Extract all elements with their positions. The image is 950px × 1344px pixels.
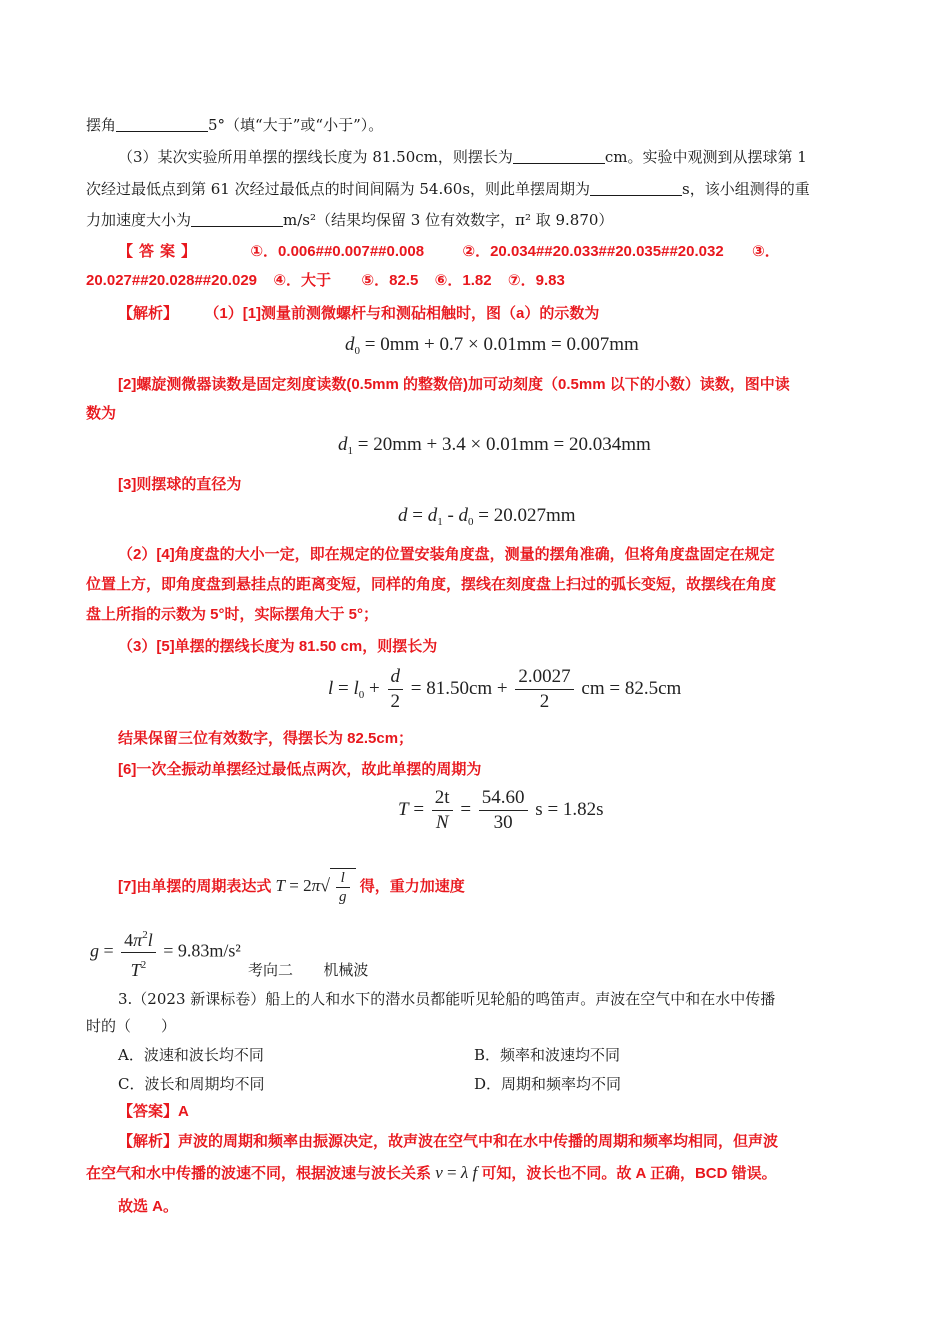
text: （2）[4]角度盘的大小一定，即在规定的位置安装角度盘，测量的摆角准确，但将角度盘固定在规定 bbox=[118, 546, 775, 563]
answer-part-8: ⑦．9.83 bbox=[507, 272, 565, 289]
q3-analysis-1 bbox=[118, 1130, 908, 1154]
answer-part-3: ③． bbox=[752, 243, 780, 260]
q3-stem-2 bbox=[86, 1014, 876, 1038]
analysis-line-4c bbox=[86, 603, 876, 627]
eq-text: = 81.50cm + bbox=[410, 677, 508, 699]
analysis-line-4b bbox=[86, 573, 876, 597]
text: 在空气和水中传播的波速不同，根据波速与波长关系 bbox=[86, 1165, 432, 1182]
equation-l: $l = l_0$ + $\frac{d}{2}$ = 81.50cm + $\frac{2.0027}{2}$ cm = 82.5cm bbox=[328, 666, 682, 712]
text: [7]由单摆的周期表达式 bbox=[118, 877, 272, 895]
q3-stem-1 bbox=[118, 987, 908, 1011]
option-a-text: A．波速和波长均不同 bbox=[118, 1046, 264, 1064]
answer-blank bbox=[590, 180, 682, 196]
q3-final bbox=[118, 1195, 908, 1219]
text: 故选 A。 bbox=[118, 1198, 179, 1215]
section-heading bbox=[248, 959, 368, 980]
q-line-1 bbox=[86, 113, 876, 137]
fraction-2t-N: $\frac{2t}{N}$ bbox=[432, 786, 453, 835]
answer-label: 【答案】 bbox=[118, 243, 203, 260]
section-label: 考向二 bbox=[248, 962, 294, 979]
analysis-line-4a bbox=[118, 543, 908, 567]
answer-blank bbox=[191, 211, 283, 227]
eq-text: cm = 82.5cm bbox=[581, 677, 682, 699]
q-line-3 bbox=[86, 177, 876, 201]
equation-g: g = $\frac{4\pi^2l}{T^2}$ = 9.83m/s² bbox=[90, 923, 241, 982]
text: 5°（填“大于”或“小于”）。 bbox=[208, 116, 384, 134]
text: 【解析】声波的周期和频率由振源决定，故声波在空气中和在水中传播的周期和频率均相同，但声波 bbox=[118, 1133, 779, 1150]
analysis-line-3 bbox=[118, 473, 908, 497]
analysis-line-6 bbox=[118, 727, 908, 751]
q-line-2 bbox=[118, 145, 908, 169]
q3-answer bbox=[118, 1100, 908, 1124]
text: （3）某次实验所用单摆的摆线长度为 81.50cm，则摆长为 bbox=[118, 148, 513, 166]
option-b-text: B．频率和波速均不同 bbox=[474, 1046, 621, 1064]
eq-text: s = 1.82s bbox=[535, 798, 604, 820]
text: 位置上方，即角度盘到悬挂点的距离变短，同样的角度，摆线在刻度盘上扫过的弧长变短，故摆线在角度 bbox=[86, 576, 777, 593]
equation-d: $d = d_1 - d_0 = 20.027mm$ bbox=[398, 505, 576, 528]
answer-part-7: ⑥．1.82 bbox=[434, 272, 492, 289]
text: [2]螺旋测微器读数是固定刻度读数(0.5mm 的整数倍)加可动刻度（0.5mm 以下的小数）读数，图中读 bbox=[118, 376, 790, 393]
text: 次经过最低点到第 61 次经过最低点的时间间隔为 54.60s，则此单摆周期为 bbox=[86, 180, 591, 198]
q3-analysis-2 bbox=[86, 1161, 876, 1186]
analysis-line-1 bbox=[118, 302, 908, 326]
answer-blank bbox=[116, 116, 208, 132]
text: 摆角 bbox=[86, 116, 117, 134]
text: s，该小组测得的重 bbox=[682, 180, 810, 198]
text: m/s²（结果均保留 3 位有效数字，π² 取 9.870） bbox=[283, 211, 614, 229]
text: 得，重力加速度 bbox=[359, 877, 465, 895]
equation-d1: $d_1 = 20mm + 3.4 \times 0.01mm = 20.034mm$ bbox=[338, 434, 651, 457]
answer-line-1 bbox=[118, 240, 878, 264]
equation-period-formula: T = 2π√ $\frac{l}{g}$ bbox=[276, 876, 360, 895]
q-line-4 bbox=[86, 208, 876, 232]
equation-T: T = $\frac{2t}{N}$ = $\frac{54.60}{30}$ s = 1.82s bbox=[398, 787, 604, 833]
eq-text: = 9.83m/s² bbox=[163, 940, 241, 961]
analysis-line-2a bbox=[118, 373, 908, 397]
option-a[interactable] bbox=[118, 1043, 264, 1067]
equation-v-lambda-f: v = λ f bbox=[435, 1163, 478, 1182]
analysis-line-7 bbox=[118, 758, 908, 782]
text: 力加速度大小为 bbox=[86, 211, 192, 229]
text: [3]则摆球的直径为 bbox=[118, 476, 242, 493]
option-c-text: C．波长和周期均不同 bbox=[118, 1075, 265, 1093]
answer-part-5: ④．大于 bbox=[273, 272, 332, 289]
sqrt: √ $\frac{l}{g}$ bbox=[320, 868, 355, 906]
text: （3）[5]单摆的摆线长度为 81.50 cm，则摆长为 bbox=[118, 638, 438, 655]
answer-blank bbox=[513, 148, 605, 164]
text: 盘上所指的示数为 5°时，实际摆角大于 5°； bbox=[86, 606, 379, 623]
text: （1）[1]测量前测微螺杆与和测砧相触时，图（a）的示数为 bbox=[204, 305, 600, 322]
text: [6]一次全振动单摆经过最低点两次，故此单摆的周期为 bbox=[118, 761, 482, 778]
text: 数为 bbox=[86, 405, 117, 422]
fraction-d-2: $\frac{d}{2}$ bbox=[388, 665, 404, 714]
text: cm。实验中观测到从摆球第 1 bbox=[604, 148, 807, 166]
answer-part-4: 20.027##20.028##20.029 bbox=[86, 272, 258, 289]
answer-part-1: ①．0.006##0.007##0.008 bbox=[250, 243, 425, 260]
answer-line-2 bbox=[86, 269, 876, 293]
fraction-time: $\frac{54.60}{30}$ bbox=[479, 786, 528, 835]
text: 时的（ ） bbox=[86, 1017, 177, 1035]
analysis-line-2b bbox=[86, 402, 876, 426]
section-title: 机械波 bbox=[323, 962, 369, 979]
text: 结果保留三位有效数字，得摆长为 82.5cm； bbox=[118, 730, 414, 747]
text: 可知，波长也不同。故 A 正确，BCD 错误。 bbox=[481, 1165, 777, 1182]
answer-part-6: ⑤．82.5 bbox=[361, 272, 419, 289]
text: 3.（2023 新课标卷）船上的人和水下的潜水员都能听见轮船的鸣笛声。声波在空气中和在水中传播 bbox=[118, 990, 776, 1008]
option-d-text: D．周期和频率均不同 bbox=[474, 1075, 622, 1093]
equation-d0: $d_0 = 0mm + 0.7 \times 0.01mm = 0.007mm$ bbox=[345, 334, 639, 357]
analysis-line-5 bbox=[118, 635, 908, 659]
fraction-g: $\frac{4\pi^2l}{T^2}$ bbox=[121, 923, 156, 982]
text: 【答案】A bbox=[118, 1103, 189, 1120]
analysis-line-8 bbox=[118, 868, 908, 906]
fraction-diameter: $\frac{2.0027}{2}$ bbox=[515, 665, 573, 714]
option-d[interactable] bbox=[474, 1072, 621, 1096]
option-b[interactable] bbox=[474, 1043, 620, 1067]
analysis-label: 【解析】 bbox=[118, 305, 179, 322]
answer-part-2: ②．20.034##20.033##20.035##20.032 bbox=[462, 243, 724, 260]
option-c[interactable] bbox=[118, 1072, 264, 1096]
